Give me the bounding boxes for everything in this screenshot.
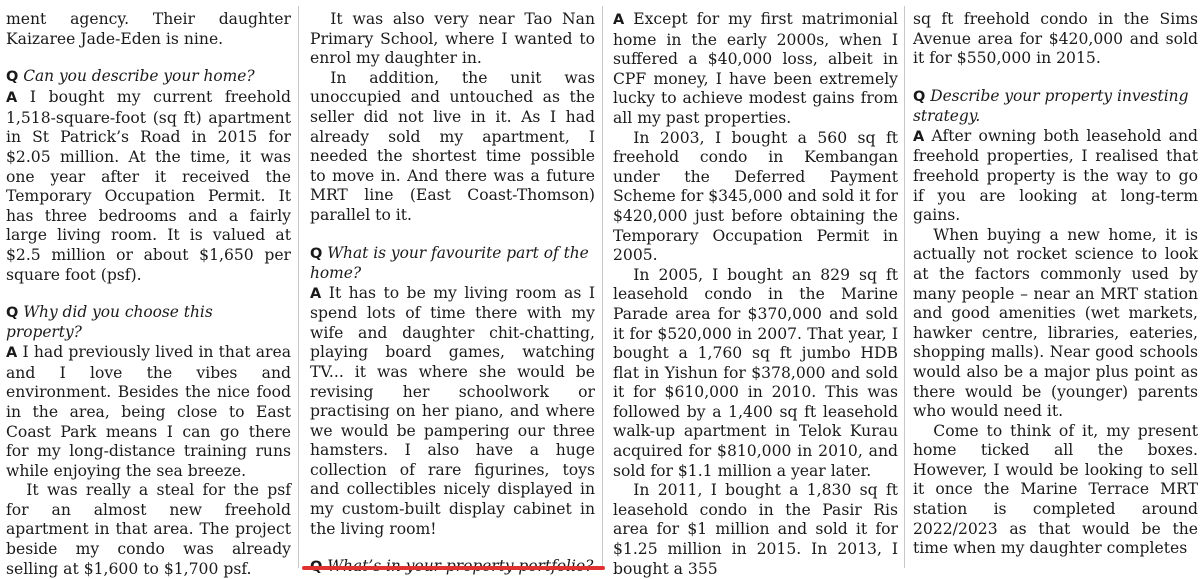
question-heading [913,87,1198,126]
question-text: Why did you choose this property? [6,303,213,342]
column-divider [298,6,299,568]
question-text: What is your favourite part of the home? [310,243,589,282]
article-column-1 [6,10,291,579]
paragraph: ment agency. Their daughter Kaizaree Jade-Eden is nine. [6,10,291,48]
paragraph: In 2011, I bought a 1,830 sq ft leasehold condo in the Pasir Ris area for $1 million and sold it for $1.25 million in 2015. In 2013, I bought a 355 [613,481,898,578]
question-heading [6,303,291,342]
question-heading [310,244,595,283]
question-text: Describe your property investing strategy. [913,86,1189,125]
article-column-2 [310,10,595,578]
paragraph: In addition, the unit was unoccupied and untouched as the seller did not live in it. As I had already sold my apartment, I needed the shortest time possible to move in. And there was a future MRT line (East Coast-Thomson) parallel to it. [310,68,595,224]
red-underline-annotation [302,566,605,570]
paragraph: When buying a new home, it is actually not rocket science to look at the factors commonly used by many people – near an MRT station and good amenities (wet markets, hawker centre, libraries, eateries, shopping malls). Near good schools would also be a major plus point as there would be (younger) parents who would need it. [913,225,1198,421]
question-heading [6,67,291,87]
column-divider [602,6,603,568]
paragraph: In 2005, I bought an 829 sq ft leasehold condo in the Marine Parade area for $370,000 and sold it for $520,000 in 2007. That year, I bought a 1,760 sq ft jumbo HDB flat in Yishun for $378,000 and sold it for $610,000 in 2010. This was followed by a 1,400 sq ft leasehold walk-up apartment in Telok Kurau acquired for $810,000 in 2010, and sold for $1.1 million a year later. [613,265,898,480]
paragraph: It was really a steal for the psf for an almost new freehold apartment in that area. The project beside my condo was already selling at $1,600 to $1,700 psf. [6,481,291,578]
paragraph: sq ft freehold condo in the Sims Avenue area for $420,000 and sold it for $550,000 in 2015. [913,10,1198,68]
q-marker: Q [6,305,19,322]
answer-paragraph: A After owning both leasehold and freehold properties, I realised that freehold property is the way to go if you are looking at long-term gains. [913,127,1198,226]
paragraph: Come to think of it, my present home ticked all the boxes. However, I would be looking to sell it once the Marine Terrace MRT station is completed around 2022/2023 as that would be the time when my daughter completes [913,421,1198,558]
q-marker: Q [913,88,926,105]
answer-paragraph: A I had previously lived in that area and I love the vibes and environment. Besides the nice food in the area, being close to East Coast Park means I can go there for my long-distance training runs while enjoying the sea breeze. [6,343,291,481]
paragraph: In 2003, I bought a 560 sq ft freehold condo in Kembangan under the Deferred Payment Scheme for $345,000 and sold it for $420,000 just before obtaining the Temporary Occupation Permit in 2005. [613,128,899,265]
column-divider [904,6,905,568]
answer-paragraph: A It has to be my living room as I spend lots of time there with my wife and daughter chit-chatting, playing board games, watching TV... it was where she would be revising her schoolwork or practising on her piano, and where we would be pampering our three hamsters. I also have a huge collection of rare figurines, toys and collectibles nicely displayed in my custom-built display cabinet in the living room! [310,284,595,540]
question-text: Can you describe your home? [23,67,255,86]
article-column-4 [913,10,1198,559]
q-marker: Q [6,69,19,86]
paragraph: It was also very near Tao Nan Primary School, where I wanted to enrol my daughter in. [310,10,595,68]
q-marker: Q [310,245,323,262]
article-column-3 [613,10,898,579]
answer-paragraph: A Except for my first matrimonial home in the early 2000s, when I suffered a $40,000 loss, albeit in CPF money, I have been extremely lucky to achieve modest gains from all my past properties. [613,10,898,129]
answer-paragraph: A I bought my current freehold 1,518-square-foot (sq ft) apartment in St Patrick’s Road in 2015 for $2.05 million. At the time, it was one year after it received the Temporary Occupation Permit. It has three bedrooms and a fairly large living room. It is valued at $2.5 million or about $1,650 per square foot (psf). [6,88,291,285]
